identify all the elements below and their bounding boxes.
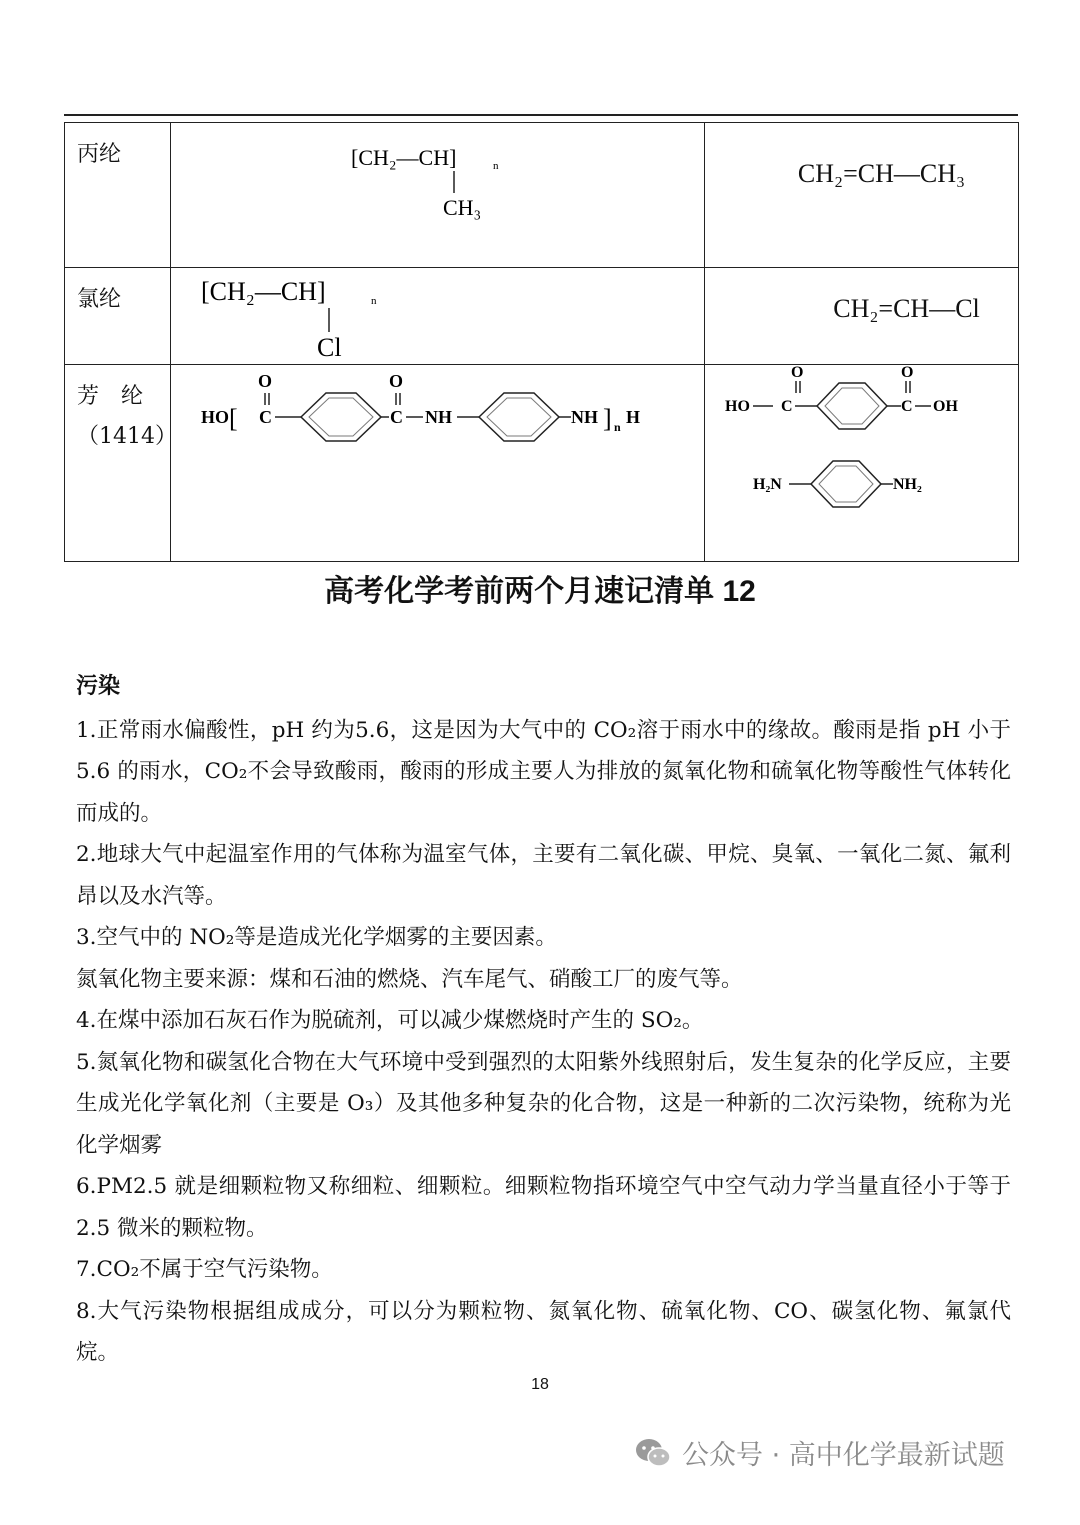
aramid-structure (171, 365, 705, 557)
carbonyl-carbon: C (259, 407, 272, 427)
monomer-cell (705, 268, 1019, 365)
polymer-main-chain: [CH₂—CH] (351, 145, 457, 170)
acid-oxygen: O (791, 365, 804, 381)
list-item: 4.在煤中添加石灰石作为脱硫剂，可以减少煤燃烧时产生的 SO₂。 (76, 1008, 704, 1033)
list-item: 3.空气中的 NO₂等是造成光化学烟雾的主要因素。 (76, 925, 557, 950)
polymer-name: 芳 纶（1414） (77, 384, 177, 449)
list-item: 5.氮氧化物和碳氢化合物在大气环境中受到强烈的太阳紫外线照射后，发生复杂的化学反应，主要生成光化学氧化剂（主要是 O₃）及其他多种复杂的化合物，这是一种新的二次污染物，统称为光化学烟雾 (76, 1049, 1011, 1158)
list-item: 7.CO₂不属于空气污染物。 (76, 1257, 333, 1282)
polymer-structure-cell (171, 268, 705, 365)
notes-content (76, 666, 1011, 1374)
list-item: 2.地球大气中起温室作用的气体称为温室气体，主要有二氧化碳、甲烷、臭氧、一氧化二氮、氟利昂以及水汽等。 (76, 842, 1011, 909)
polymer-structure-cell (171, 365, 705, 562)
repeat-subscript: n (614, 420, 621, 434)
pvc-structure (171, 268, 705, 360)
carbonyl-carbon: C (390, 407, 403, 427)
watermark-text: 公众号 · 高中化学最新试题 (682, 1440, 1005, 1471)
end-hydrogen: H (626, 407, 641, 427)
branch-group: Cl (317, 333, 342, 360)
wechat-icon (634, 1437, 672, 1469)
table-row (65, 268, 1019, 365)
aramid-monomers (705, 365, 1019, 557)
monomer-formula: CH₂=CH—Cl (833, 294, 980, 323)
table-row (65, 365, 1019, 562)
polypropylene-structure (171, 123, 705, 263)
acid-carbon: C (901, 398, 913, 415)
top-rule (64, 114, 1018, 116)
repeat-subscript: n (493, 160, 499, 172)
benzene-inner-icon (487, 398, 551, 436)
amine-group: NH₂ (893, 476, 922, 493)
polymer-name-cell (65, 365, 177, 562)
amine-group: NH (571, 407, 598, 427)
repeat-subscript: n (371, 295, 377, 307)
polymer-name: 丙纶 (77, 142, 122, 167)
page-number: 18 (531, 1376, 549, 1393)
monomer-cell (705, 123, 1019, 268)
list-item: 1.正常雨水偏酸性，pH 约为5.6，这是因为大气中的 CO₂溶于雨水中的缘故。酸雨是指 pH 小于 5.6 的雨水，CO₂不会导致酸雨，酸雨的形成主要人为排放的氮氧化物和硫氧化物等酸性气体转化而成的。 (76, 717, 1011, 826)
list-item: 6.PM2.5 就是细颗粒物又称细粒、细颗粒。细颗粒物指环境空气中空气动力学当量直径小于等于 2.5 微米的颗粒物。 (76, 1174, 1011, 1241)
polymer-main-chain: [CH₂—CH] (201, 277, 326, 306)
table-row (65, 123, 1019, 268)
monomer-cell (705, 365, 1019, 562)
polymer-name: 氯纶 (77, 287, 122, 312)
carbonyl-oxygen: O (258, 371, 273, 391)
open-bracket-glyph: [ (229, 404, 238, 433)
section-heading: 污染 (76, 673, 121, 699)
page-title: 高考化学考前两个月速记清单 12 (324, 575, 756, 608)
polymer-name-cell (65, 268, 171, 365)
carbonyl-oxygen: O (389, 371, 404, 391)
close-bracket: ] (603, 404, 612, 433)
benzene-inner-icon (819, 466, 873, 502)
benzene-ring-icon (811, 461, 881, 507)
amide-group: NH (425, 407, 452, 427)
polymer-structure-cell (171, 123, 705, 268)
list-item: 8.大气污染物根据组成成分，可以分为颗粒物、氮氧化物、硫氧化物、CO、碳氢化物、氟氯代烷。 (76, 1298, 1011, 1365)
acid-carbon: C (781, 398, 793, 415)
list-item: 氮氧化物主要来源：煤和石油的燃烧、汽车尾气、硝酸工厂的废气等。 (76, 966, 743, 992)
branch-group: CH₃ (443, 195, 482, 220)
watermark (634, 1433, 1005, 1472)
benzene-inner-icon (825, 388, 879, 424)
acid-hydroxyl: OH (933, 398, 958, 415)
hydroxyl-group: HO (201, 407, 230, 427)
benzene-ring-icon (479, 393, 559, 441)
benzene-ring-icon (817, 383, 887, 429)
benzene-inner-icon (309, 398, 373, 436)
polymer-name-cell (65, 123, 171, 268)
acid-hydroxyl: HO (725, 398, 750, 415)
acid-oxygen: O (901, 365, 914, 381)
amine-group: H₂N (753, 476, 782, 493)
polymer-table (64, 122, 1019, 562)
benzene-ring-icon (301, 393, 381, 441)
monomer-formula: CH₂=CH—CH₃ (797, 159, 966, 188)
